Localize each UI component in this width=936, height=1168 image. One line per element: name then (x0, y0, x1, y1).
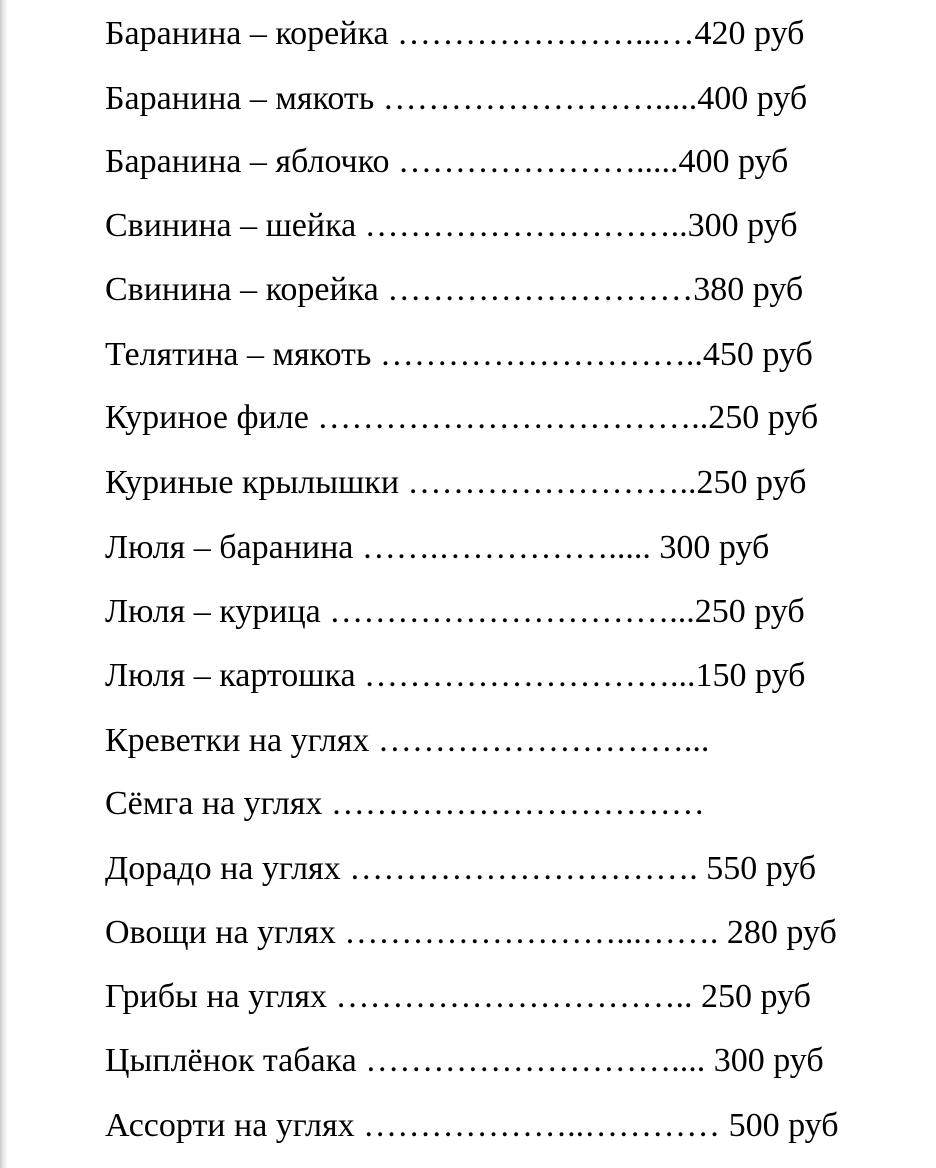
menu-item-grilled-shrimp: Креветки на углях ………………………... (105, 722, 710, 759)
menu-item-pork-loin: Свинина – корейка ………………………380 руб (105, 271, 804, 308)
menu-item-veal-tenderloin: Телятина – мякоть ………………………..450 руб (105, 336, 813, 373)
menu-item-grilled-vegetables: Овощи на углях ……………………...……. 280 руб (105, 914, 837, 951)
menu-item-grilled-salmon: Сёмга на углях …………………………… (105, 785, 705, 822)
menu-item-grilled-dorado: Дорадо на углях …………………………. 550 руб (105, 850, 817, 887)
menu-item-lamb-apple: Баранина – яблочко ………………….....400 руб (105, 143, 789, 180)
page-left-edge-shadow (0, 0, 8, 1168)
menu-item-lyulya-chicken: Люля – курица …………………………...250 руб (105, 593, 805, 630)
menu-item-lamb-loin: Баранина – корейка …………………...…420 руб (105, 15, 805, 52)
menu-item-chicken-wings: Куриные крылышки ……………………..250 руб (105, 464, 807, 501)
menu-item-lamb-tenderloin: Баранина – мякоть …………………….....400 руб (105, 80, 808, 117)
menu-item-grilled-mushrooms: Грибы на углях ………………………….. 250 руб (105, 978, 811, 1015)
menu-item-lyulya-lamb: Люля – баранина …….……………..... 300 руб (105, 529, 770, 566)
menu-item-grilled-assorted: Ассорти на углях ………………..………… 500 руб (105, 1107, 839, 1144)
menu-item-pork-neck: Свинина – шейка ………………………..300 руб (105, 207, 798, 244)
menu-item-lyulya-potato: Люля – картошка ………………………...150 руб (105, 657, 806, 694)
menu-item-chicken-fillet: Куриное филе ……………………………..250 руб (105, 399, 819, 436)
menu-item-chicken-tabaka: Цыплёнок табака ……………………….... 300 руб (105, 1042, 824, 1079)
